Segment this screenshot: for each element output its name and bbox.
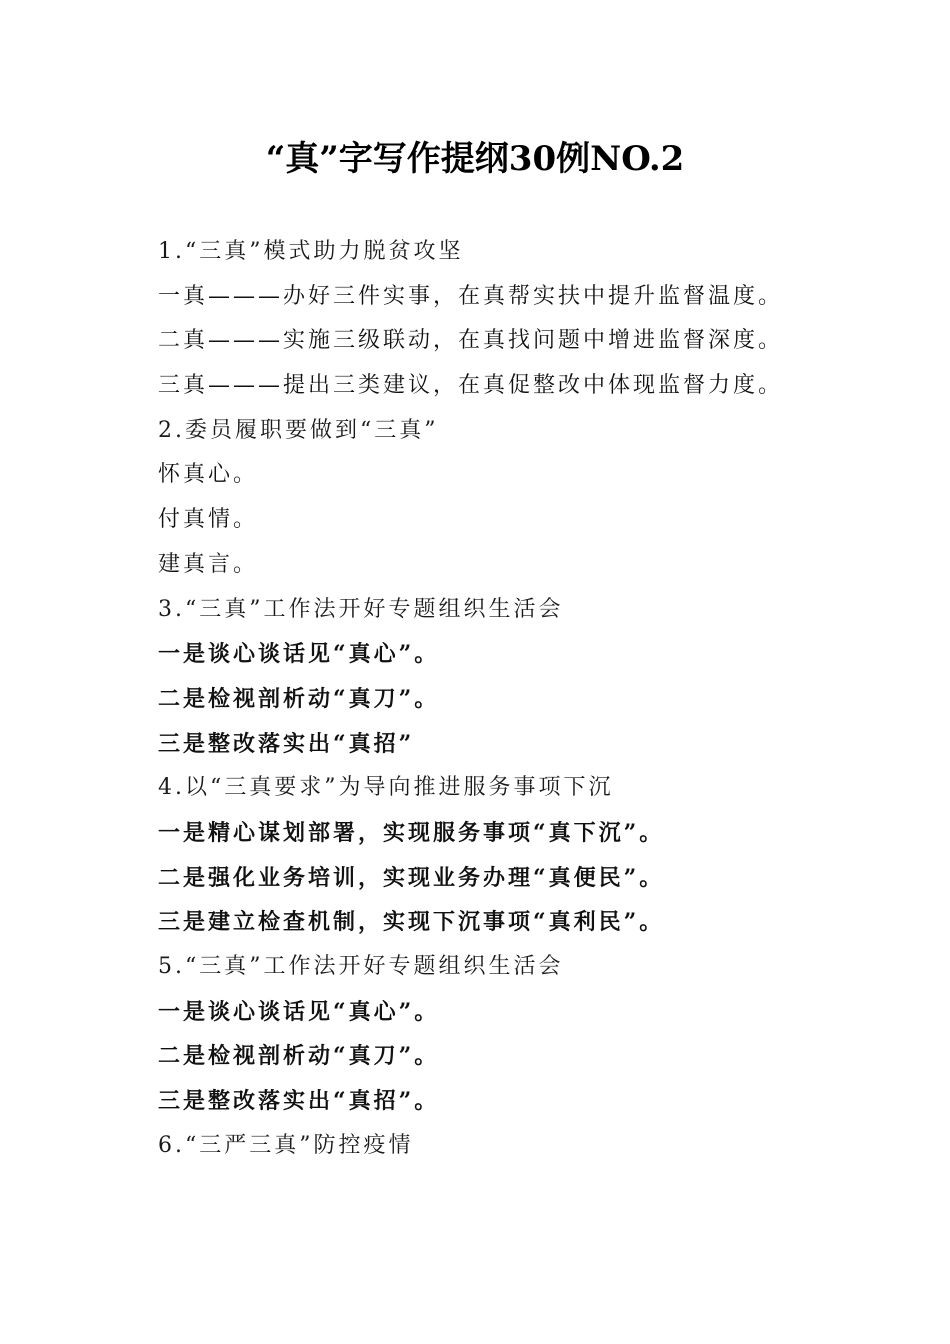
section-heading: 1.“三真”模式助力脱贫攻坚: [158, 239, 464, 264]
section-item: 付真情。: [158, 507, 259, 533]
section-item: 一真———办好三件实事，在真帮实扶中提升监督温度。: [158, 283, 784, 309]
section-item: 三是整改落实出“真招”: [158, 730, 415, 757]
section-heading: 5.“三真”工作法开好专题组织生活会: [158, 954, 564, 979]
section-item: 三是整改落实出“真招”。: [158, 1088, 440, 1115]
section-item: 一是精心谋划部署，实现服务事项“真下沉”。: [158, 819, 665, 846]
document-title: “真”字写作提纲30例NO.2: [265, 139, 685, 179]
section-heading: 3.“三真”工作法开好专题组织生活会: [158, 596, 564, 622]
section-item: 建真言。: [158, 551, 259, 577]
section-item: 三真———提出三类建议，在真促整改中体现监督力度。: [158, 373, 784, 399]
section-item: 二是强化业务培训，实现业务办理“真便民”。: [158, 864, 665, 891]
section-item: 一是谈心谈话见“真心”。: [158, 641, 440, 668]
document-body: [158, 230, 858, 1168]
section-item: 二真———实施三级联动，在真找问题中增进监督深度。: [158, 328, 784, 354]
section-heading: 4.以“三真要求”为导向推进服务事项下沉: [158, 775, 614, 801]
section-item: 三是建立检查机制，实现下沉事项“真利民”。: [158, 909, 665, 936]
section-item: 怀真心。: [158, 462, 259, 488]
section-heading: 6.“三严三真”防控疫情: [158, 1132, 414, 1158]
section-heading: 2.委员履职要做到“三真”: [158, 417, 439, 443]
section-item: 二是检视剖析动“真刀”。: [158, 1043, 440, 1070]
section-item: 一是谈心谈话见“真心”。: [158, 998, 440, 1025]
section-item: 二是检视剖析动“真刀”。: [158, 685, 440, 712]
